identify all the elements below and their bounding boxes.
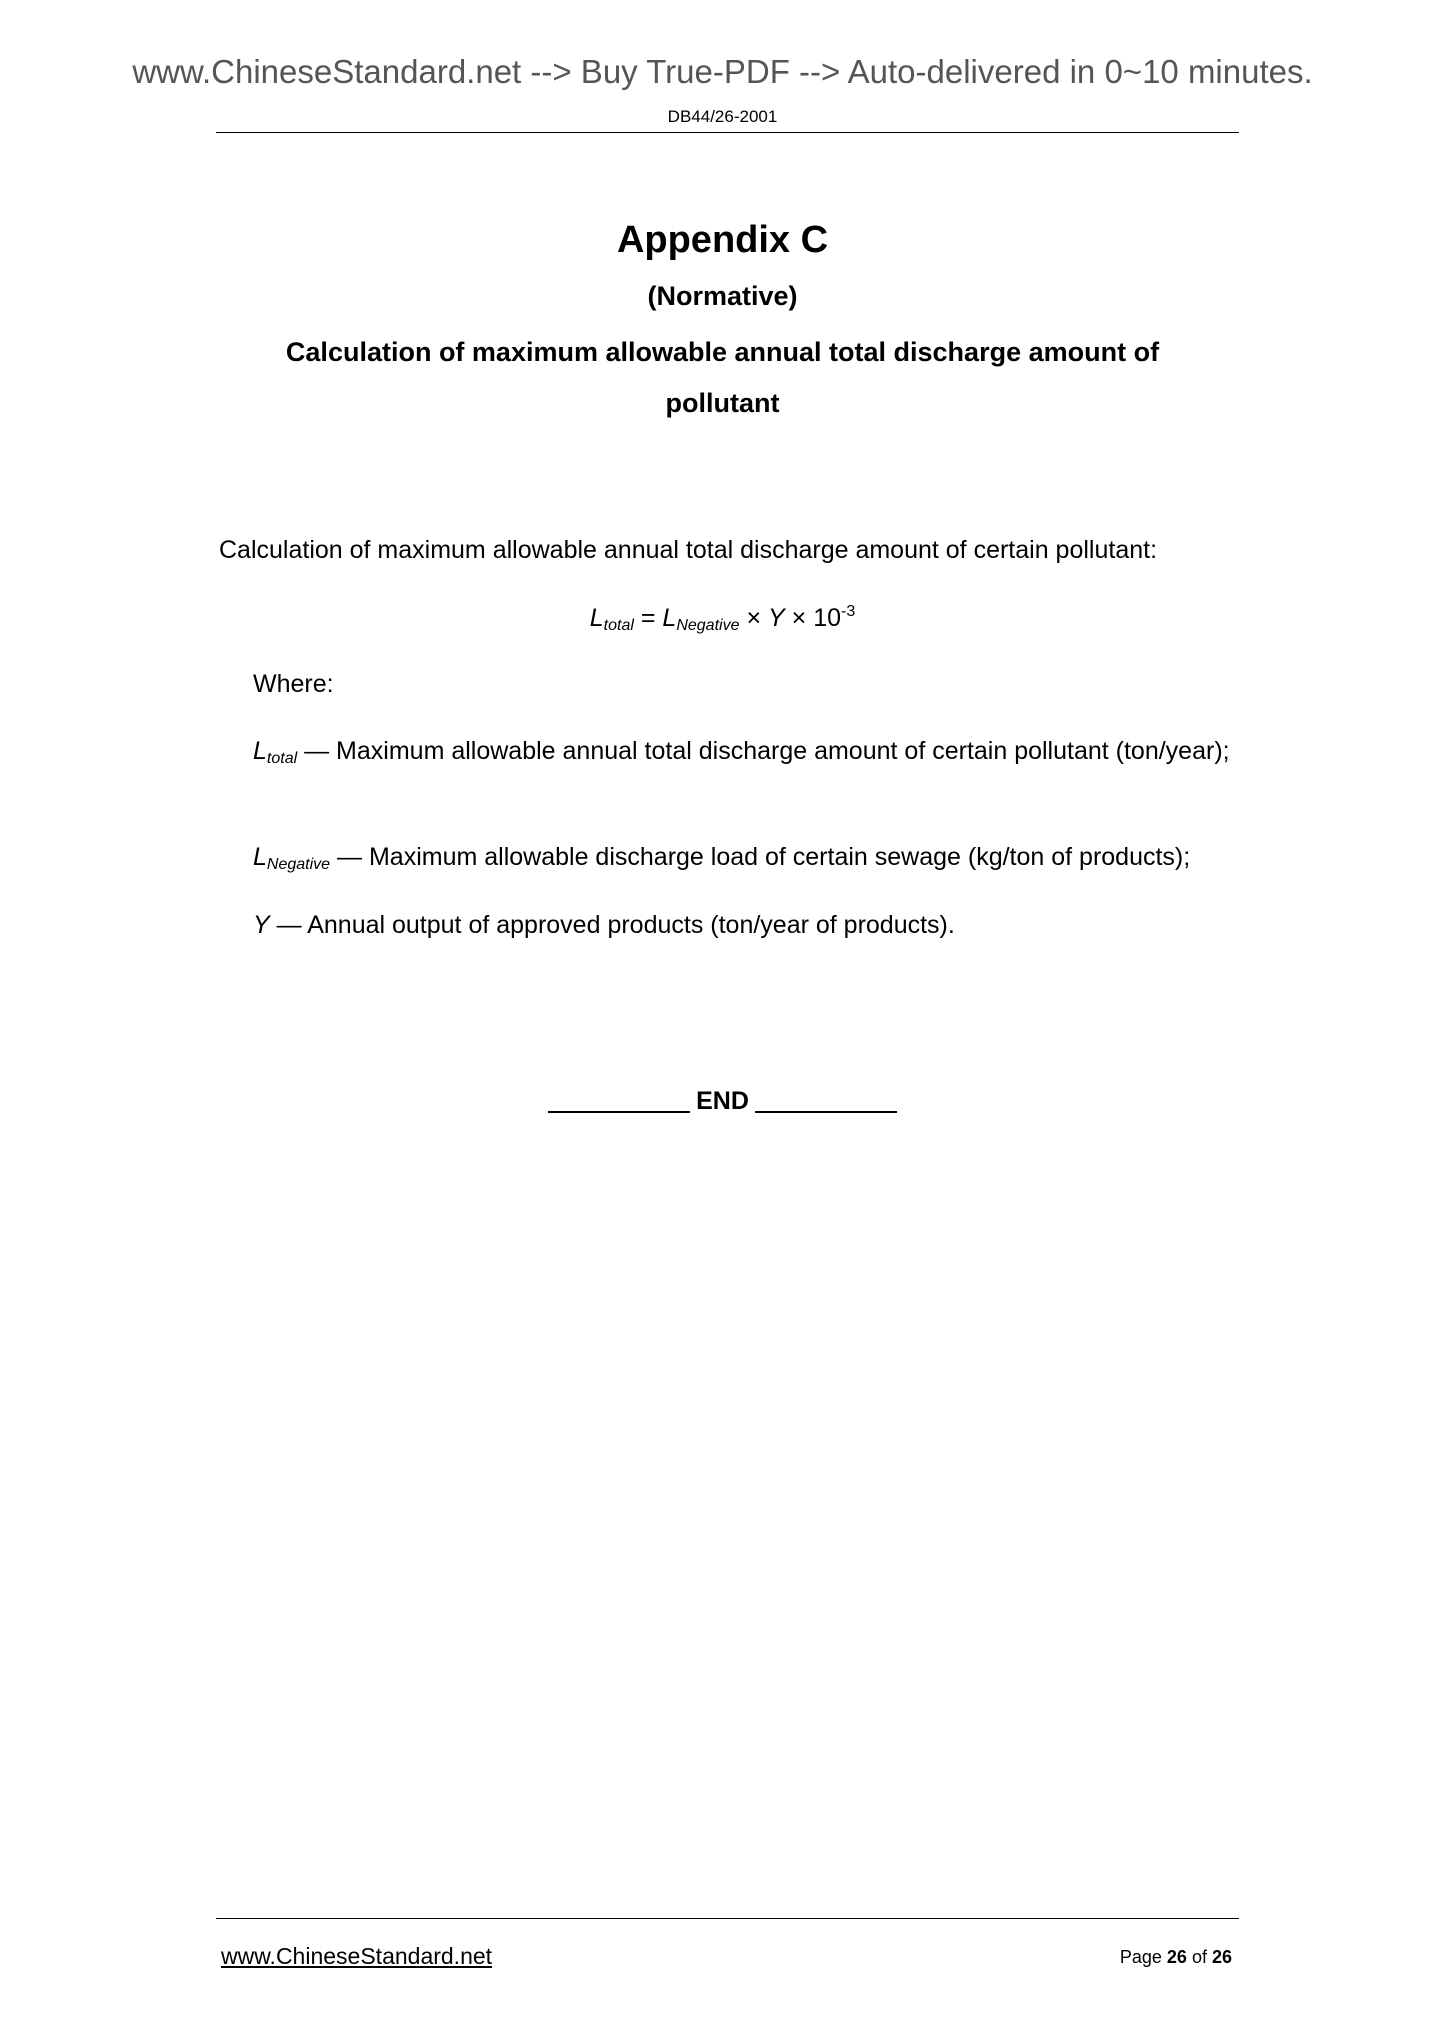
definition-l-total — [253, 732, 1238, 778]
formula-rhs-subscript: Negative — [676, 617, 740, 634]
footer-site-link[interactable]: www.ChineseStandard.net — [221, 1943, 493, 1969]
definition-symbol: Y — [253, 911, 270, 939]
definition-text: — Annual output of approved products (ton/year of products). — [276, 911, 955, 939]
definition-subscript: Negative — [266, 856, 331, 873]
document-code: DB44/26-2001 — [667, 107, 778, 126]
formula-y-symbol: Y — [768, 604, 785, 632]
page-label: Page — [1119, 1947, 1162, 1967]
end-label: END — [696, 1087, 749, 1115]
page-of: of — [1191, 1947, 1207, 1967]
formula-equals: = — [640, 604, 656, 632]
page-number — [1120, 1947, 1232, 1969]
where-label: Where: — [253, 670, 334, 698]
end-rule-right — [755, 1111, 897, 1113]
appendix-title: Appendix C — [616, 219, 829, 261]
intro-paragraph: Calculation of maximum allowable annual total discharge amount of certain pollutant: — [219, 536, 1158, 564]
end-marker — [0, 1086, 1445, 1116]
appendix-type: (Normative) — [647, 281, 798, 311]
formula-rhs-symbol: L — [662, 604, 677, 632]
formula-base: 10 — [813, 604, 842, 632]
definition-symbol: L — [253, 843, 267, 871]
page-total: 26 — [1211, 1947, 1232, 1967]
definition-text: — Maximum allowable discharge load of certain sewage (kg/ton of products); — [337, 843, 1191, 871]
definition-symbol: L — [253, 737, 267, 765]
appendix-heading: Calculation of maximum allowable annual total discharge amount of pollutant — [285, 337, 1160, 418]
definition-text: — Maximum allowable annual total discharge amount of certain pollutant (ton/year); — [304, 737, 1230, 765]
formula-times-2: × — [791, 604, 807, 632]
end-rule-left — [548, 1111, 690, 1113]
page-current: 26 — [1166, 1947, 1187, 1967]
formula-lhs-symbol: L — [589, 604, 604, 632]
footer-rule — [216, 1918, 1239, 1919]
definition-l-negative — [253, 838, 1238, 884]
site-banner: www.ChineseStandard.net --> Buy True-PDF --> Auto-delivered in 0~10 minutes. — [132, 53, 1313, 90]
formula-times-1: × — [746, 604, 762, 632]
definition-subscript: total — [266, 750, 298, 767]
formula-lhs-subscript: total — [603, 617, 634, 634]
formula-exponent: -3 — [841, 603, 856, 620]
header-rule — [216, 132, 1239, 133]
definition-y — [253, 906, 1238, 944]
formula — [0, 602, 1445, 635]
